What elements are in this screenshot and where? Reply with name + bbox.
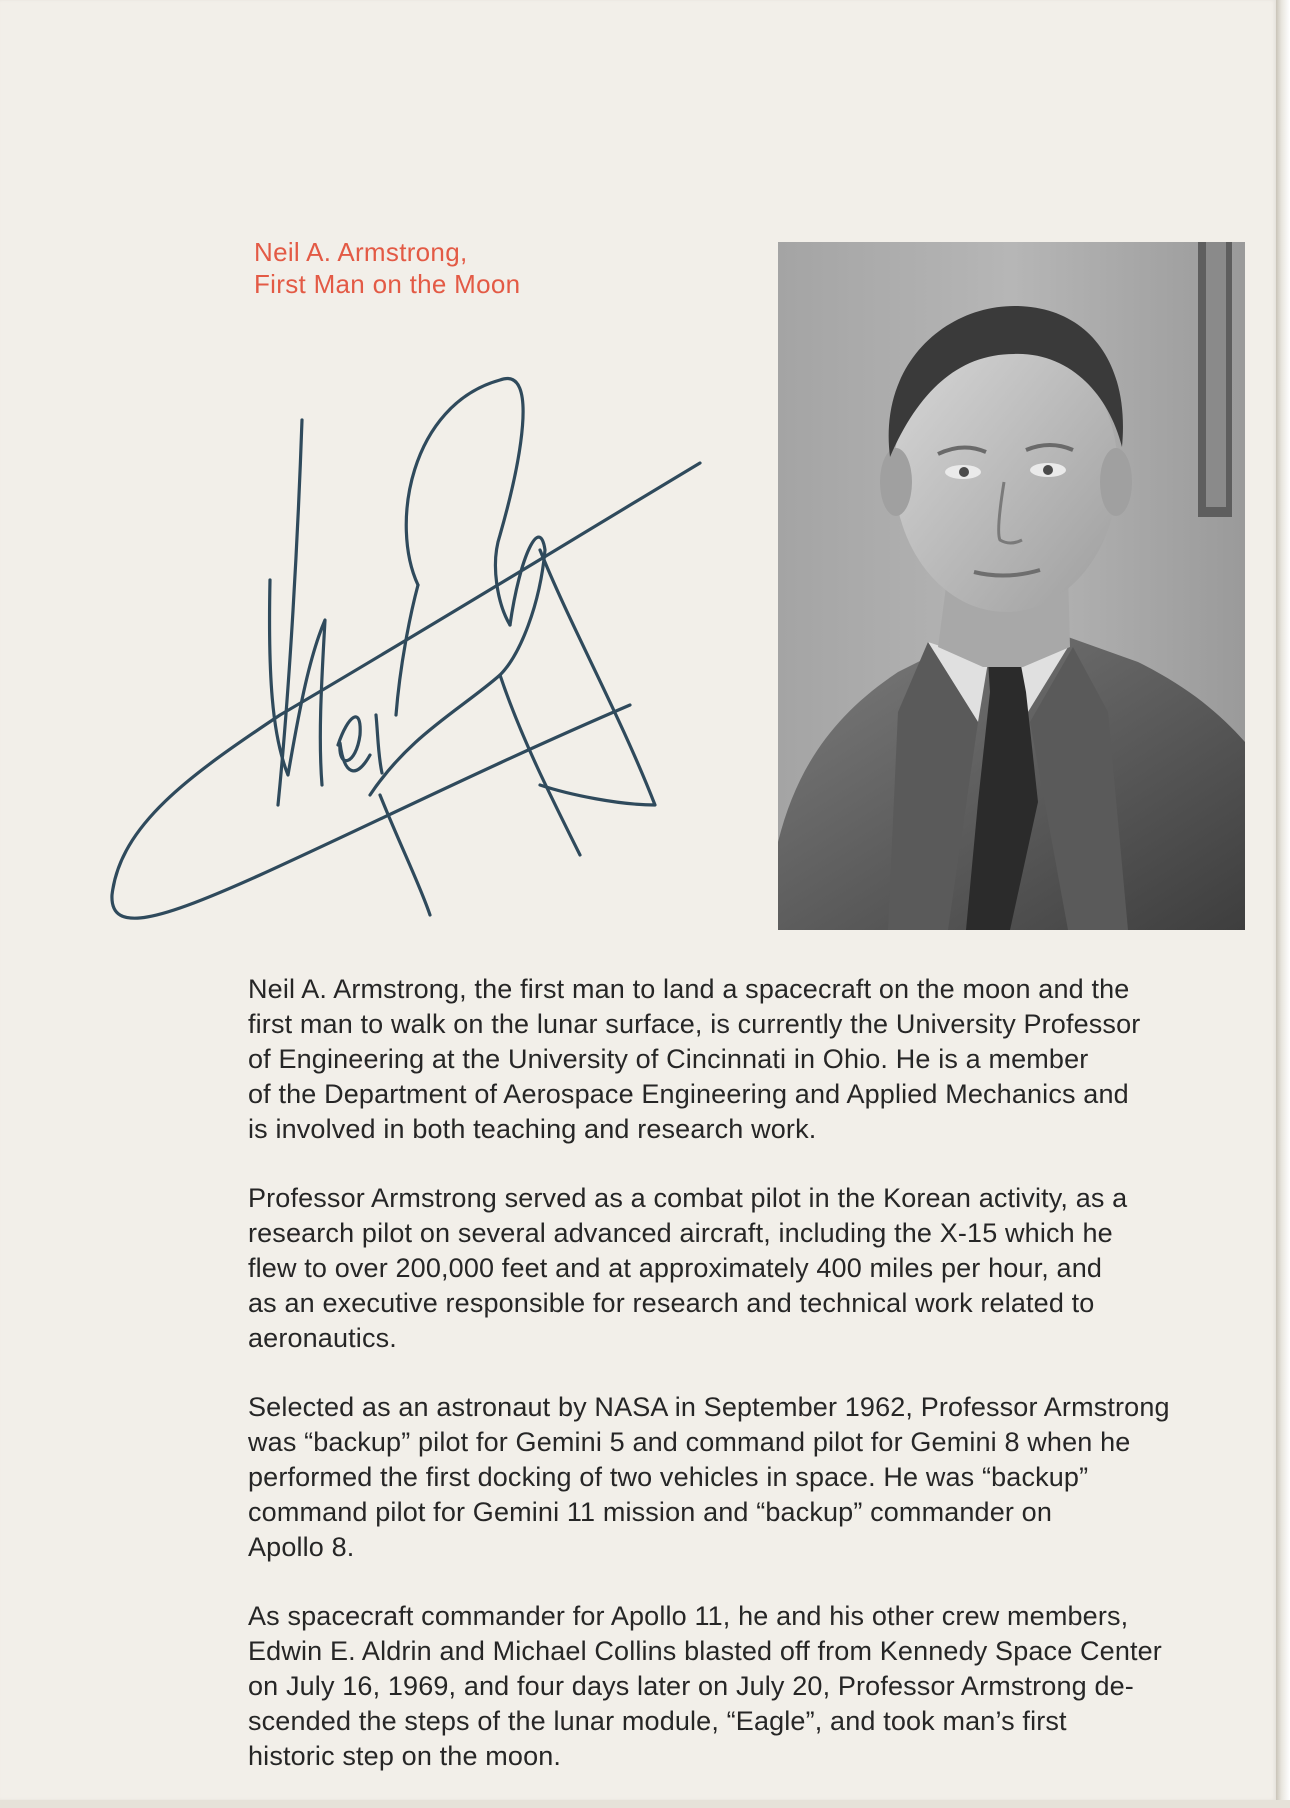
bio-paragraph [248,1599,1258,1774]
bio-line: was “backup” pilot for Gemini 5 and command pilot for Gemini 8 when he [248,1427,1131,1457]
bio-line: scended the steps of the lunar module, “Eagle”, and took man’s first [248,1706,1067,1736]
bio-line: Neil A. Armstrong, the first man to land a spacecraft on the moon and the [248,974,1130,1004]
bio-line: research pilot on several advanced aircraft, including the X-15 which he [248,1218,1113,1248]
biography-text [248,972,1258,1808]
bio-line: as an executive responsible for research and technical work related to [248,1288,1095,1318]
heading-title: First Man on the Moon [254,269,521,299]
bio-line: on July 16, 1969, and four days later on July 20, Professor Armstrong de- [248,1671,1134,1701]
bio-line: historic step on the moon. [248,1741,562,1771]
bio-line: is involved in both teaching and research work. [248,1114,817,1144]
page-heading [254,236,520,300]
bio-paragraph [248,1390,1258,1565]
paper-edge [1276,0,1290,1800]
bio-line: aeronautics. [248,1323,397,1353]
bio-line: performed the first docking of two vehicles in space. He was “backup” [248,1462,1089,1492]
heading-name: Neil A. Armstrong, [254,237,468,267]
bio-line: As spacecraft commander for Apollo 11, he and his other crew members, [248,1601,1129,1631]
bio-line: of Engineering at the University of Cincinnati in Ohio. He is a member [248,1044,1089,1074]
bio-line: of the Department of Aerospace Engineering and Applied Mechanics and [248,1079,1129,1109]
autograph-signature [100,375,720,965]
bio-line: Edwin E. Aldrin and Michael Collins blasted off from Kennedy Space Center [248,1636,1162,1666]
bio-line: Selected as an astronaut by NASA in September 1962, Professor Armstrong [248,1392,1170,1422]
bio-line: Apollo 8. [248,1532,355,1562]
portrait-photo [778,242,1245,930]
bio-paragraph [248,1181,1258,1356]
bio-line: first man to walk on the lunar surface, is currently the University Professor [248,1009,1141,1039]
bio-line: command pilot for Gemini 11 mission and “backup” commander on [248,1497,1053,1527]
bio-line: Professor Armstrong served as a combat pilot in the Korean activity, as a [248,1183,1128,1213]
bio-paragraph [248,972,1258,1147]
bio-line: flew to over 200,000 feet and at approximately 400 miles per hour, and [248,1253,1103,1283]
